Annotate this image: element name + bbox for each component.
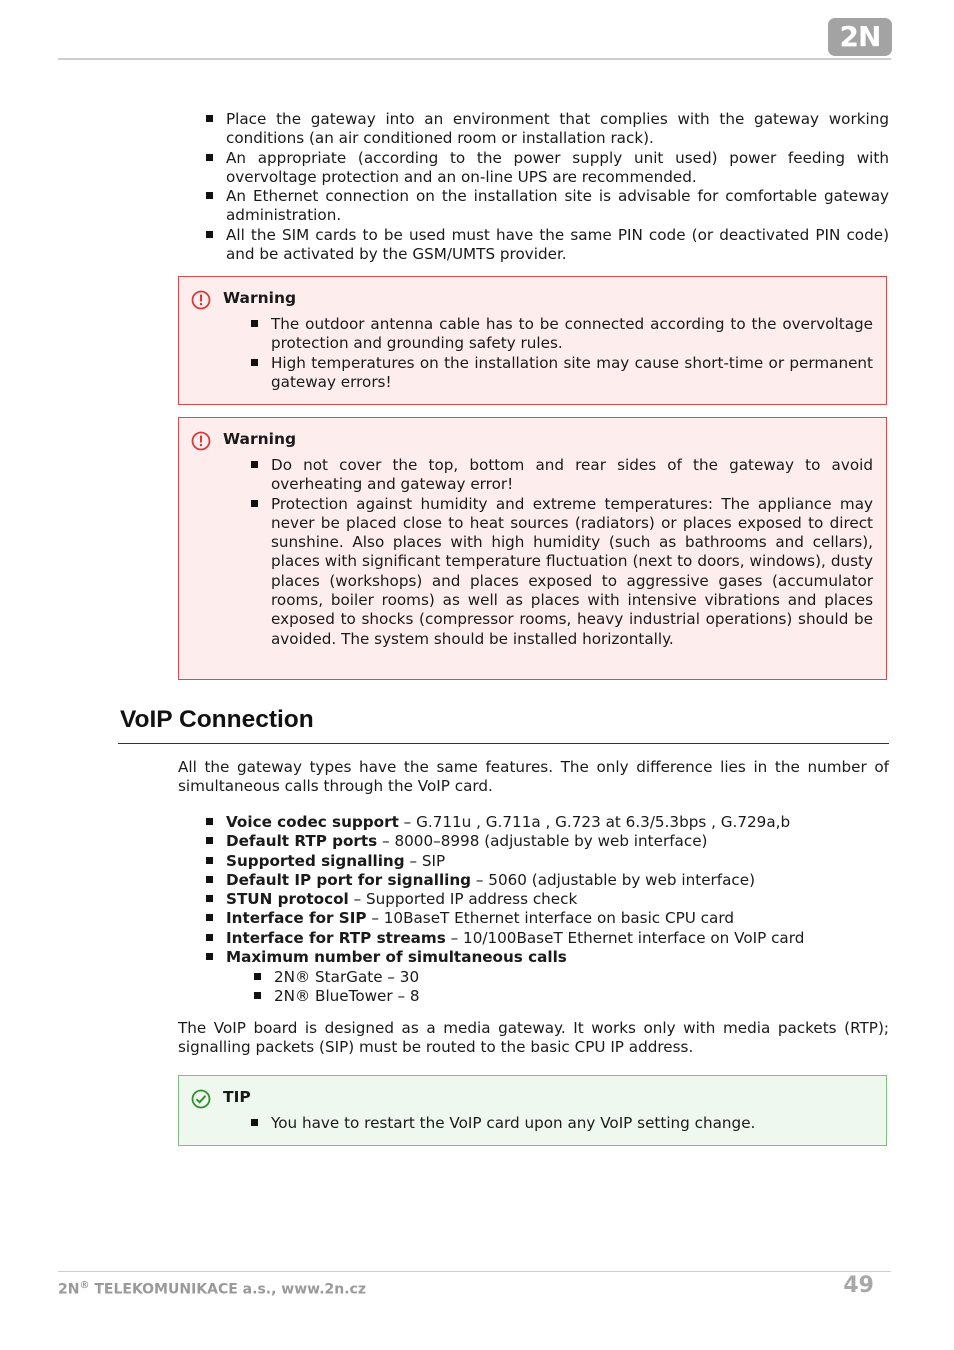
warning-title: Warning [223,289,297,307]
requirements-list [206,110,889,264]
header-rule [58,58,891,60]
list-item: All the SIM cards to be used must have the same PIN code (or deactivated PIN code) and be activated by the GSM/UMTS provider. [206,226,889,265]
tip-list [251,1114,873,1133]
page-number: 49 [843,1273,874,1298]
section-heading: VoIP Connection [120,706,314,733]
feature-item: Interface for RTP streams – 10/100BaseT Ethernet interface on VoIP card [206,929,889,948]
tip-box [178,1075,887,1146]
sub-item: 2N® StarGate – 30 [254,968,654,987]
list-item: Place the gateway into an environment that complies with the gateway working conditions (an air conditioned room or installation rack). [206,110,889,149]
warning-box-placement [178,417,887,680]
feature-item: Supported signalling – SIP [206,852,889,871]
list-item: An appropriate (according to the power supply unit used) power feeding with overvoltage protection and an on-line UPS are recommended. [206,149,889,188]
calls-sublist [254,968,654,1007]
list-item: Protection against humidity and extreme temperatures: The appliance may never be placed close to heat sources (radiators) or places exposed to direct sunshine. Also places with high humidity (such as bathrooms and cellars), places with significant temperature fluctuation (next to doors, windows), dusty places (workshops) and places exposed to aggressive gases (accumulator rooms, boiler rooms) as well as places with intensive vibrations and places exposed to shocks (compressor rooms, heavy industrial operations) should be avoided. The system should be installed horizontally. [251,495,873,649]
feature-item: Voice codec support – G.711u , G.711a , G.723 at 6.3/5.3bps , G.729a,b [206,813,889,832]
list-item: You have to restart the VoIP card upon any VoIP setting change. [251,1114,873,1133]
intro-paragraph: All the gateway types have the same features. The only difference lies in the number of simultaneous calls through the VoIP card. [178,758,889,796]
warning-box-antenna [178,276,887,405]
list-item: An Ethernet connection on the installation site is advisable for comfortable gateway administration. [206,187,889,226]
warning-list [251,315,873,392]
feature-item: STUN protocol – Supported IP address check [206,890,889,909]
feature-item: Maximum number of simultaneous calls [206,948,889,967]
warning-title: Warning [223,430,297,448]
list-item: The outdoor antenna cable has to be connected according to the overvoltage protection and grounding safety rules. [251,315,873,354]
list-item: High temperatures on the installation site may cause short-time or permanent gateway errors! [251,354,873,393]
feature-item: Interface for SIP – 10BaseT Ethernet interface on basic CPU card [206,909,889,928]
check-icon [191,1089,211,1109]
list-item: Do not cover the top, bottom and rear sides of the gateway to avoid overheating and gateway error! [251,456,873,495]
closing-paragraph: The VoIP board is designed as a media gateway. It works only with media packets (RTP); signalling packets (SIP) must be routed to the basic CPU IP address. [178,1019,889,1057]
heading-rule [118,743,889,744]
footer-company: 2N® TELEKOMUNIKACE a.s., www.2n.cz [58,1280,366,1298]
tip-title: TIP [223,1088,251,1106]
warning-list [251,456,873,649]
features-list [206,813,889,967]
feature-item: Default RTP ports – 8000–8998 (adjustable by web interface) [206,832,889,851]
warning-icon [191,290,211,310]
sub-item: 2N® BlueTower – 8 [254,987,654,1006]
feature-item: Default IP port for signalling – 5060 (adjustable by web interface) [206,871,889,890]
footer-rule [58,1271,891,1272]
warning-icon [191,431,211,451]
2n-logo: 2N [828,18,892,56]
